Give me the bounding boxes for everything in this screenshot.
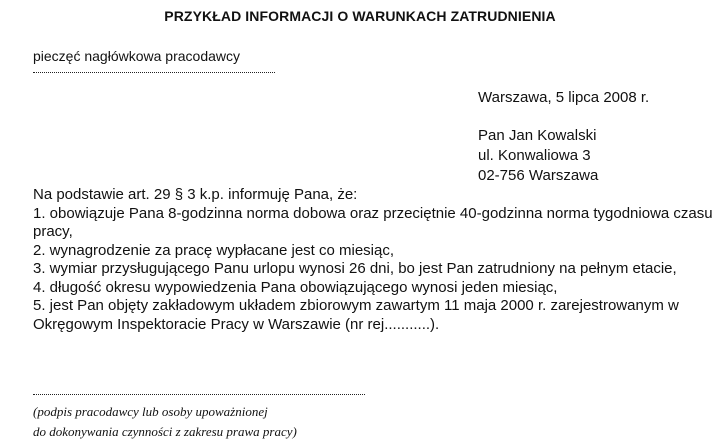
document-body <box>33 186 713 334</box>
employer-stamp-label: pieczęć nagłówkowa pracodawcy <box>33 48 240 64</box>
condition-item-3: 3. wymiar przysługującego Panu urlopu wynosi 26 dni, bo jest Pan zatrudniony na pełnym etacie, <box>33 260 677 277</box>
condition-item-2: 2. wynagrodzenie za pracę wypłacane jest co miesiąc, <box>33 241 395 259</box>
signature-note <box>33 402 297 442</box>
condition-item-4: 4. długość okresu wypowiedzenia Pana obowiązującego wynosi jeden miesiąc, <box>33 278 558 296</box>
recipient-street: ul. Konwaliowa 3 <box>478 147 591 164</box>
intro-paragraph: Na podstawie art. 29 § 3 k.p. informuję Pana, że: <box>33 186 358 203</box>
signature-dotted-line <box>33 394 365 395</box>
condition-item-5: 5. jest Pan objęty zakładowym układem zbiorowym zawartym 11 maja 2000 r. zarejestrowanym w Okręgowym Inspektoracie Pracy w Warszawie (nr rej...........). <box>33 297 679 333</box>
signature-note-line-2: do dokonywania czynności z zakresu prawa pracy) <box>33 424 297 439</box>
recipient-address <box>478 126 598 186</box>
document-title: PRZYKŁAD INFORMACJI O WARUNKACH ZATRUDNIENIA <box>164 8 556 24</box>
signature-note-line-1: (podpis pracodawcy lub osoby upoważnionej <box>33 404 268 419</box>
recipient-city: 02-756 Warszawa <box>478 167 599 184</box>
stamp-dotted-line <box>33 72 275 73</box>
recipient-name: Pan Jan Kowalski <box>478 127 597 144</box>
place-date: Warszawa, 5 lipca 2008 r. <box>478 89 650 106</box>
condition-item-1: 1. obowiązuje Pana 8-godzinna norma dobowa oraz przeciętnie 40-godzinna norma tygodniowa czasu pracy, <box>33 204 713 240</box>
